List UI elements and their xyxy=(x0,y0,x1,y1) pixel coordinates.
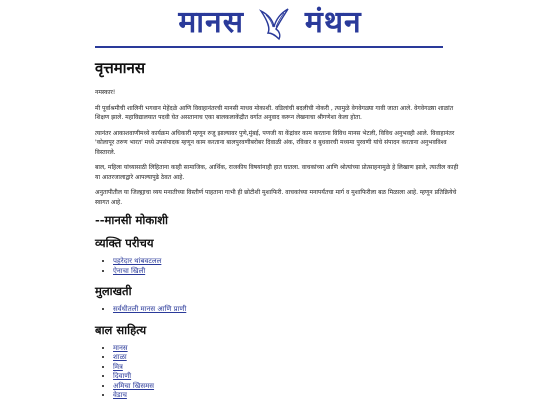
story-link[interactable]: मानस xyxy=(113,343,128,352)
profile-link-list xyxy=(95,257,460,276)
section-heading-profile: व्यक्ति परीचय xyxy=(95,236,154,250)
section-heading-interviews: मुलाखती xyxy=(95,284,132,298)
article xyxy=(95,54,460,405)
page-title: वृत्तमानस xyxy=(95,59,146,77)
list-item xyxy=(113,353,460,363)
list-item xyxy=(113,372,460,382)
list-item xyxy=(113,267,460,277)
list-item xyxy=(113,363,460,373)
masthead xyxy=(0,0,540,44)
paragraph: मी पूर्वाश्रमीची शालिनी भगवान मेहेंदळे आणि विवाहानंतरची मानसी माधव मोकाशी. वडिलांची बदलीची नोकरी , त्यामुळे वेगवेगळ्या गावी जाता आले. वेगवेगळ्या शाळांत शिक्षण झाले. महाविद्यालयात पदवी घेत असतानाच एका बालकलाकेंद्रीत वर्गात अनुवाद करून लेखनाचा श्रीगणेशा केला होता. xyxy=(95,104,454,121)
profile-link[interactable]: पहरेदार थांबवटलल xyxy=(113,257,162,265)
story-link[interactable]: शाळा xyxy=(113,353,127,361)
masthead-divider xyxy=(95,46,443,48)
paragraph: बाल, महिला यांच्यासाठी लिहिताना काही सामाजिक, आर्थिक, राजकीय विषयांनाही हात घातला. वाचकांच्या आणि श्रोत्यांच्या प्रोत्साहनामुळे हे लिखाण झाले, त्यातील काही या आतरजालाद्वारे आपल्यापुढे ठेवत आहे. xyxy=(95,164,459,181)
bird-logo-icon xyxy=(257,5,291,41)
story-link[interactable]: दिवाणी xyxy=(113,372,132,380)
interview-link[interactable]: सर्वधीतली मानस आणि प्राणी xyxy=(113,305,187,313)
paragraph: अनुतापीतील या जिल्ह्याचा व्यय मनातीच्या विस्तीर्ण पाहताना गाभी ही छोटीशी मुशाफिरी. वाचकांच्या मनापर्यंतचा मार्ग व मुशाफिरीला बळ मिळाला आहे. म्हणून प्रतिक्रियेचे स्वागत आहे. xyxy=(95,189,457,206)
profile-link[interactable]: ऐनाचा खिली xyxy=(113,266,146,275)
list-item xyxy=(113,257,460,267)
list-item xyxy=(113,382,460,392)
story-link[interactable]: अमिचा खिसमस xyxy=(113,381,155,390)
list-item xyxy=(113,305,460,315)
list-item xyxy=(113,344,460,354)
story-link[interactable]: मित्र xyxy=(113,362,123,371)
story-link[interactable]: वेडाच xyxy=(113,391,127,399)
section-heading-children-literature: बाल साहित्य xyxy=(95,322,147,337)
author-signature: --मानसी मोकाशी xyxy=(95,213,169,227)
list-item xyxy=(113,391,460,401)
paragraph: नमस्कार! xyxy=(95,89,116,96)
interview-link-list xyxy=(95,305,460,315)
children-literature-link-list xyxy=(95,344,460,401)
paragraph: त्यानंतर आकाशवाणीमध्ये कार्यक्रम अधिकारी म्हणून रुजू झाल्यावर पुणे,मुंबई, पणजी या केंद्रांवर काम करताना विविध मानस भेटली, विविध अनुभवही आले. विवाहानंतर 'कोलापूर तरुण भारत' मध्ये उपसंपादक म्हणून काम करताना बालपुरवणीबरोबर दिवाळी अंक, रविवार व बुधवारची मध्यमा पुरवणी यांचे संपादन करताना अनुभवविश्व विस्तारले. xyxy=(95,129,455,156)
masthead-left-text: मानस xyxy=(178,4,244,40)
masthead-right-text: मंथन xyxy=(304,4,362,40)
